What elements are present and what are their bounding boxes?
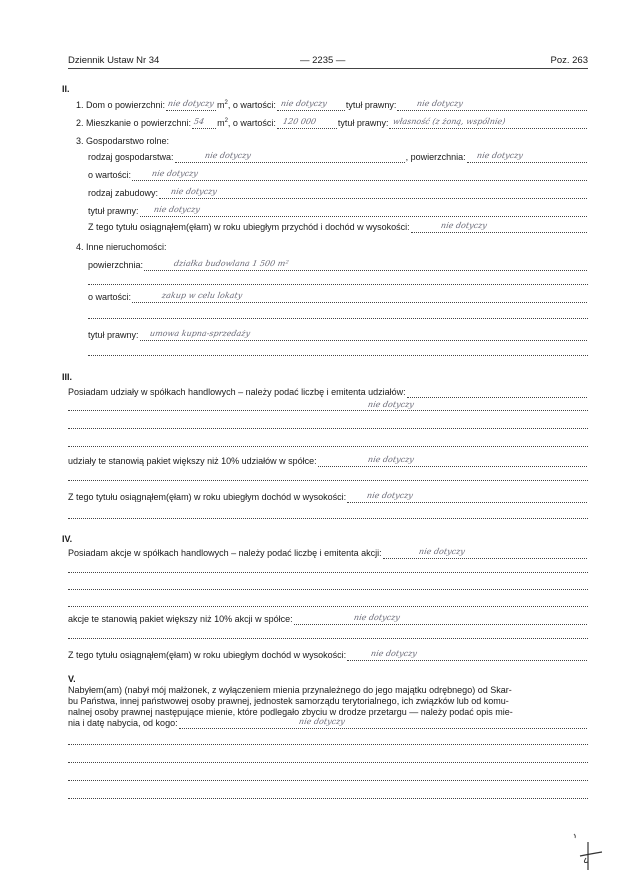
handwritten-value: nie dotyczy bbox=[417, 547, 466, 556]
inne-wart-row bbox=[88, 292, 588, 303]
input-line[interactable] bbox=[159, 187, 587, 199]
input-line[interactable] bbox=[294, 613, 587, 625]
dom-row bbox=[76, 98, 588, 111]
nabycie-row bbox=[68, 718, 588, 729]
handwritten-value: nie dotyczy bbox=[151, 169, 199, 178]
field-label: Posiadam udziały w spółkach handlowych – należy podać liczbę i emitenta udziałów: bbox=[68, 387, 406, 397]
handwritten-value: nie dotyczy bbox=[475, 151, 524, 160]
blank-line[interactable] bbox=[68, 572, 588, 573]
handwritten-value: nie dotyczy bbox=[280, 99, 328, 108]
input-line[interactable] bbox=[144, 259, 587, 271]
handwritten-value: nie dotyczy bbox=[366, 455, 415, 464]
field-label: Z tego tytułu osiągnąłem(ęłam) w roku ubiegłym dochód w wysokości: bbox=[68, 650, 347, 660]
input-line[interactable] bbox=[166, 99, 216, 111]
unit-label: $m^2$ bbox=[217, 100, 228, 110]
journal-name: Dziennik Ustaw Nr 34 bbox=[68, 55, 160, 66]
mieszkanie-row bbox=[76, 116, 588, 129]
field-label: Posiadam akcje w spółkach handlowych – należy podać liczbę i emitenta akcji: bbox=[68, 548, 382, 558]
udzialy-row bbox=[68, 387, 588, 398]
section-heading: IV. bbox=[62, 534, 73, 544]
blank-line[interactable] bbox=[88, 355, 588, 356]
gospodarstwo-label: 3. Gospodarstwo rolne: bbox=[76, 136, 170, 146]
input-line[interactable] bbox=[179, 717, 587, 729]
input-line[interactable] bbox=[132, 169, 587, 181]
handwritten-value: działka budowlana 1 500 m² bbox=[173, 259, 290, 268]
blank-line[interactable] bbox=[68, 798, 588, 799]
field-label: akcje te stanowią pakiet większy niż 10% akcji w spółce: bbox=[68, 614, 293, 624]
handwritten-value: 54 bbox=[193, 117, 206, 126]
unit-label: $m^2$ bbox=[217, 118, 228, 128]
rodzaj-row bbox=[88, 152, 588, 163]
position-number: Poz. 263 bbox=[550, 55, 588, 66]
blank-line[interactable] bbox=[68, 518, 588, 519]
field-label: , powierzchnia: bbox=[405, 152, 466, 162]
field-label: o wartości: bbox=[88, 292, 132, 302]
blank-line[interactable] bbox=[88, 318, 588, 319]
blank-line[interactable] bbox=[68, 638, 588, 639]
input-line[interactable] bbox=[347, 649, 587, 661]
zabudowa-row bbox=[88, 188, 588, 199]
section-heading: II. bbox=[62, 84, 70, 94]
input-line[interactable] bbox=[389, 117, 587, 129]
page-number: — 2235 — bbox=[300, 55, 346, 66]
input-line[interactable] bbox=[347, 491, 587, 503]
input-line[interactable] bbox=[277, 117, 337, 129]
section-heading: III. bbox=[62, 372, 73, 382]
handwritten-value: zakup w celu lokaty bbox=[161, 291, 244, 300]
blank-line[interactable] bbox=[68, 606, 588, 607]
handwritten-value: nie dotyczy bbox=[370, 649, 418, 658]
answer-line[interactable] bbox=[68, 400, 588, 411]
handwritten-value: nie dotyczy bbox=[352, 613, 401, 622]
akcje-dochod-row bbox=[68, 650, 588, 661]
field-label: nia i datę nabycia, od kogo: bbox=[68, 718, 178, 728]
section-paragraph-line: bu Państwa, innej państwowej osoby prawnej, jednostek samorządu terytorialnego, ich związków lub od komu- bbox=[68, 696, 509, 706]
handwritten-value: nie dotyczy bbox=[439, 221, 488, 230]
inne-pow-row bbox=[88, 260, 588, 271]
handwritten-value: nie dotyczy bbox=[203, 151, 252, 160]
field-label: 1. Dom o powierzchni: bbox=[76, 100, 166, 110]
blank-line[interactable] bbox=[68, 446, 588, 447]
blank-line[interactable] bbox=[68, 780, 588, 781]
section-heading: V. bbox=[68, 674, 76, 684]
field-label: , o wartości: bbox=[227, 100, 276, 110]
handwritten-value: nie dotyczy bbox=[167, 99, 215, 108]
inne-label: 4. Inne nieruchomości: bbox=[76, 242, 167, 252]
akcje-row bbox=[68, 548, 588, 559]
field-label: udziały te stanowią pakiet większy niż 10% udziałów w spółce: bbox=[68, 456, 317, 466]
field-label: rodzaj zabudowy: bbox=[88, 188, 159, 198]
blank-line[interactable] bbox=[68, 589, 588, 590]
field-label: tytuł prawny: bbox=[345, 100, 397, 110]
input-line[interactable] bbox=[132, 291, 587, 303]
dochod-row bbox=[88, 222, 588, 233]
handwritten-value: 120 000 bbox=[282, 117, 317, 126]
input-line[interactable] bbox=[140, 205, 587, 217]
handwritten-value: umowa kupna-sprzedaży bbox=[148, 329, 251, 338]
handwritten-value: nie dotyczy bbox=[416, 99, 465, 108]
section-paragraph-line: nalnej osoby prawnej następujące mienie, które podlegało zbyciu w drodze przetargu — należy podać opis mie- bbox=[68, 707, 513, 717]
blank-line[interactable] bbox=[68, 480, 588, 481]
field-label: rodzaj gospodarstwa: bbox=[88, 152, 174, 162]
input-line[interactable] bbox=[467, 151, 587, 163]
input-line[interactable] bbox=[318, 455, 587, 467]
tytul-row bbox=[88, 206, 588, 217]
field-label: , o wartości: bbox=[227, 118, 276, 128]
section-paragraph-line: Nabyłem(am) (nabył mój małżonek, z wyłączeniem mienia przynależnego do jego majątku odrębnego) od Skar- bbox=[68, 685, 512, 695]
blank-line[interactable] bbox=[68, 428, 588, 429]
handwritten-value: nie dotyczy bbox=[170, 187, 218, 196]
blank-line[interactable] bbox=[68, 744, 588, 745]
handwritten-value: nie dotyczy bbox=[366, 491, 414, 500]
input-line[interactable] bbox=[397, 99, 587, 111]
field-label: 2. Mieszkanie o powierzchni: bbox=[76, 118, 192, 128]
field-label: powierzchnia: bbox=[88, 260, 144, 270]
header-rule bbox=[68, 68, 588, 69]
udzialy-pakiet-row bbox=[68, 456, 588, 467]
handwritten-value: nie dotyczy bbox=[367, 400, 415, 409]
handwritten-value: nie dotyczy bbox=[152, 205, 201, 214]
input-line[interactable] bbox=[411, 221, 587, 233]
handwritten-value: nie dotyczy bbox=[297, 717, 346, 726]
blank-line[interactable] bbox=[68, 762, 588, 763]
input-line[interactable] bbox=[175, 151, 405, 163]
input-line[interactable] bbox=[407, 389, 587, 398]
udzialy-dochod-row bbox=[68, 492, 588, 503]
field-label: tytuł prawny: bbox=[337, 118, 389, 128]
field-label: tytuł prawny: bbox=[88, 206, 139, 216]
inne-tytul-row bbox=[88, 330, 588, 341]
corner-initials-mark bbox=[566, 828, 606, 872]
akcje-pakiet-row bbox=[68, 614, 588, 625]
field-label: tytuł prawny: bbox=[88, 330, 139, 340]
wartosc-row bbox=[88, 170, 588, 181]
field-label: o wartości: bbox=[88, 170, 132, 180]
handwritten-value: własność (z żoną, wspólnie) bbox=[392, 117, 507, 126]
input-line[interactable] bbox=[140, 329, 587, 341]
input-line[interactable] bbox=[192, 117, 216, 129]
field-label: Z tego tytułu osiągnąłem(ęłam) w roku ubiegłym przychód i dochód w wysokości: bbox=[88, 222, 410, 232]
field-label: Z tego tytułu osiągnąłem(ęłam) w roku ubiegłym dochód w wysokości: bbox=[68, 492, 347, 502]
input-line[interactable] bbox=[383, 547, 587, 559]
input-line[interactable] bbox=[277, 99, 345, 111]
blank-line[interactable] bbox=[88, 284, 588, 285]
